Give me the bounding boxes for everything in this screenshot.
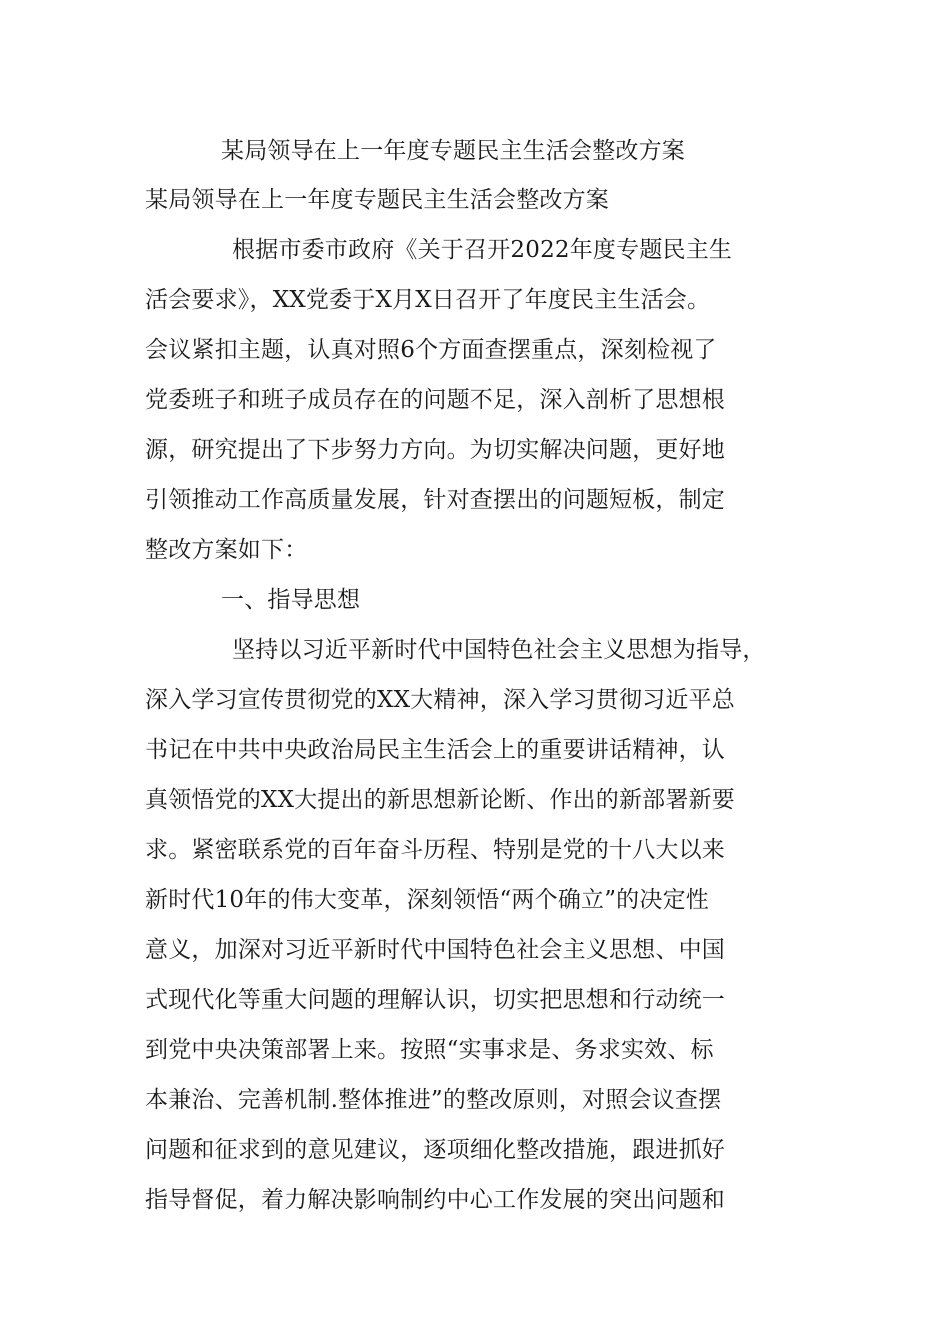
paragraph-line: 求。紧密联系党的百年奋斗历程、特别是党的十八大以来 bbox=[145, 837, 725, 863]
paragraph-line: 到党中央决策部署上来。按照“实事求是、务求实效、标 bbox=[145, 1037, 714, 1063]
document-title: 某局领导在上一年度专题民主生活会整改方案 bbox=[221, 138, 685, 164]
paragraph-line: 源，研究提出了下步努力方向。为切实解决问题，更好地 bbox=[145, 437, 725, 463]
paragraph-line: 式现代化等重大问题的理解认识，切实把思想和行动统一 bbox=[145, 987, 725, 1013]
paragraph-line: 活会要求》，XX党委于X月X日召开了年度民主生活会。 bbox=[145, 287, 711, 313]
paragraph-line: 真领悟党的XX大提出的新思想新论断、作出的新部署新要 bbox=[145, 787, 735, 813]
paragraph-line: 本兼治、完善机制.整体推进”的整改原则，对照会议查摆 bbox=[145, 1087, 722, 1113]
paragraph-line: 会议紧扣主题，认真对照6个方面查摆重点，深刻检视了 bbox=[145, 337, 717, 363]
document-subtitle: 某局领导在上一年度专题民主生活会整改方案 bbox=[145, 187, 609, 213]
paragraph-line: 意义，加深对习近平新时代中国特色社会主义思想、中国 bbox=[145, 937, 725, 963]
paragraph-line: 党委班子和班子成员存在的问题不足，深入剖析了思想根 bbox=[145, 387, 725, 413]
section-heading: 一、指导思想 bbox=[221, 587, 361, 613]
paragraph-line: 根据市委市政府《关于召开2022年度专题民主生 bbox=[232, 237, 733, 263]
paragraph-line: 书记在中共中央政治局民主生活会上的重要讲话精神，认 bbox=[145, 737, 725, 763]
paragraph-line: 新时代10年的伟大变革，深刻领悟“两个确立”的决定性 bbox=[145, 887, 709, 913]
paragraph-line: 指导督促，着力解决影响制约中心工作发展的突出问题和 bbox=[145, 1187, 725, 1213]
paragraph-line: 引领推动工作高质量发展，针对查摆出的问题短板，制定 bbox=[145, 487, 725, 513]
paragraph-line: 坚持以习近平新时代中国特色社会主义思想为指导， bbox=[232, 637, 766, 663]
paragraph-line: 问题和征求到的意见建议，逐项细化整改措施，跟进抓好 bbox=[145, 1137, 725, 1163]
paragraph-line: 整改方案如下： bbox=[145, 537, 308, 563]
paragraph-line: 深入学习宣传贯彻党的XX大精神，深入学习贯彻习近平总 bbox=[145, 687, 735, 713]
